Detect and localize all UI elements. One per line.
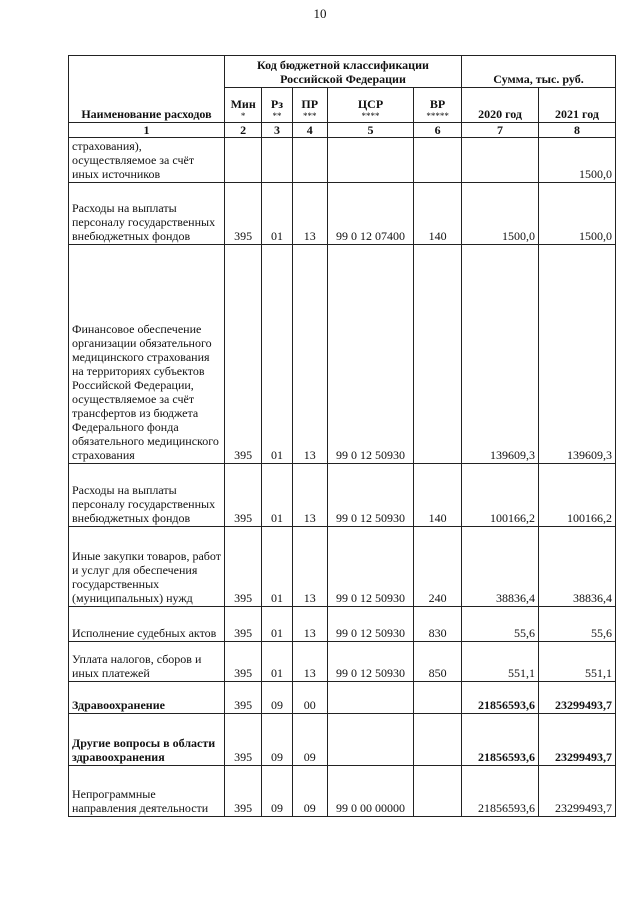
header-pr xyxy=(292,88,327,123)
row-pr: 13 xyxy=(292,607,327,642)
row-rz: 01 xyxy=(262,642,292,682)
row-sum-2021: 1500,0 xyxy=(538,138,615,183)
budget-table xyxy=(68,55,616,817)
row-pr: 13 xyxy=(292,464,327,527)
row-sum-2020 xyxy=(462,138,539,183)
table-row xyxy=(69,138,616,183)
row-pr: 13 xyxy=(292,642,327,682)
row-vr: 850 xyxy=(414,642,462,682)
row-sum-2020: 100166,2 xyxy=(462,464,539,527)
row-sum-2021: 55,6 xyxy=(538,607,615,642)
row-name: Здравоохранение xyxy=(69,682,225,714)
table-row xyxy=(69,245,616,464)
row-name: Уплата налогов, сборов и иных платежей xyxy=(69,642,225,682)
row-sum-2021: 551,1 xyxy=(538,642,615,682)
table-row xyxy=(69,766,616,817)
row-name: Финансовое обеспечение организации обязательного медицинского страхования на территориях субъектов Российской Федерации, осуществляемое за счёт трансфертов из бюджета Федерального фонда обязательного медицинского страхования xyxy=(69,245,225,464)
row-min: 395 xyxy=(224,682,261,714)
row-vr: 830 xyxy=(414,607,462,642)
header-vr-stars: ***** xyxy=(426,111,449,121)
row-csr xyxy=(327,682,413,714)
row-csr xyxy=(327,138,413,183)
row-min: 395 xyxy=(224,245,261,464)
row-pr xyxy=(292,138,327,183)
row-sum-2020: 21856593,6 xyxy=(462,682,539,714)
row-name: Непрограммные направления деятельности xyxy=(69,766,225,817)
header-code-group: Код бюджетной классификации Российской Федерации xyxy=(224,56,461,88)
row-min: 395 xyxy=(224,607,261,642)
row-rz: 01 xyxy=(262,527,292,607)
row-vr xyxy=(414,766,462,817)
row-sum-2020: 21856593,6 xyxy=(462,714,539,766)
header-min-label: Мин xyxy=(230,97,256,111)
row-rz: 01 xyxy=(262,464,292,527)
page-number: 10 xyxy=(313,6,327,21)
row-vr: 240 xyxy=(414,527,462,607)
header-pr-label: ПР xyxy=(301,97,319,111)
header-min-stars: * xyxy=(240,111,246,121)
row-pr: 13 xyxy=(292,183,327,245)
column-number: 6 xyxy=(414,123,462,138)
row-csr: 99 0 12 50930 xyxy=(327,245,413,464)
header-sum-group: Сумма, тыс. руб. xyxy=(462,56,616,88)
header-rz xyxy=(262,88,292,123)
table-row xyxy=(69,607,616,642)
header-csr xyxy=(327,88,413,123)
row-vr: 140 xyxy=(414,183,462,245)
header-min xyxy=(224,88,261,123)
header-vr-label: ВР xyxy=(429,97,446,111)
table-row xyxy=(69,527,616,607)
row-csr: 99 0 12 50930 xyxy=(327,527,413,607)
table-row xyxy=(69,682,616,714)
row-sum-2020: 21856593,6 xyxy=(462,766,539,817)
header-rz-label: Рз xyxy=(270,97,284,111)
row-min: 395 xyxy=(224,183,261,245)
row-rz: 09 xyxy=(262,682,292,714)
row-rz: 09 xyxy=(262,714,292,766)
column-number-row xyxy=(69,123,616,138)
row-sum-2021: 1500,0 xyxy=(538,183,615,245)
row-pr: 00 xyxy=(292,682,327,714)
row-sum-2020: 1500,0 xyxy=(462,183,539,245)
row-vr: 140 xyxy=(414,464,462,527)
header-csr-label: ЦСР xyxy=(357,97,384,111)
row-sum-2020: 551,1 xyxy=(462,642,539,682)
row-name: Другие вопросы в области здравоохранения xyxy=(69,714,225,766)
row-csr xyxy=(327,714,413,766)
row-name: страхования), осуществляемое за счёт иных источников xyxy=(69,138,225,183)
row-min: 395 xyxy=(224,464,261,527)
row-sum-2020: 139609,3 xyxy=(462,245,539,464)
row-sum-2021: 23299493,7 xyxy=(538,682,615,714)
table-row xyxy=(69,183,616,245)
row-rz: 09 xyxy=(262,766,292,817)
row-sum-2021: 23299493,7 xyxy=(538,714,615,766)
row-vr xyxy=(414,138,462,183)
row-pr: 09 xyxy=(292,766,327,817)
header-2020: 2020 год xyxy=(462,88,539,123)
row-pr: 13 xyxy=(292,245,327,464)
header-pr-stars: *** xyxy=(302,111,317,121)
row-csr: 99 0 12 07400 xyxy=(327,183,413,245)
table-row xyxy=(69,464,616,527)
row-min: 395 xyxy=(224,766,261,817)
row-pr: 13 xyxy=(292,527,327,607)
row-vr xyxy=(414,714,462,766)
row-name: Иные закупки товаров, работ и услуг для обеспечения государственных (муниципальных) нужд xyxy=(69,527,225,607)
row-rz: 01 xyxy=(262,607,292,642)
row-vr xyxy=(414,245,462,464)
row-min: 395 xyxy=(224,527,261,607)
row-name: Расходы на выплаты персоналу государственных внебюджетных фондов xyxy=(69,183,225,245)
row-sum-2021: 100166,2 xyxy=(538,464,615,527)
header-2021: 2021 год xyxy=(538,88,615,123)
row-rz: 01 xyxy=(262,245,292,464)
row-csr: 99 0 12 50930 xyxy=(327,464,413,527)
row-min: 395 xyxy=(224,642,261,682)
header-name: Наименование расходов xyxy=(69,56,225,123)
column-number: 7 xyxy=(462,123,539,138)
row-rz xyxy=(262,138,292,183)
column-number: 8 xyxy=(538,123,615,138)
row-name: Расходы на выплаты персоналу государственных внебюджетных фондов xyxy=(69,464,225,527)
header-rz-stars: ** xyxy=(272,111,282,121)
row-csr: 99 0 00 00000 xyxy=(327,766,413,817)
row-sum-2020: 38836,4 xyxy=(462,527,539,607)
row-sum-2021: 139609,3 xyxy=(538,245,615,464)
column-number: 3 xyxy=(262,123,292,138)
row-sum-2021: 38836,4 xyxy=(538,527,615,607)
row-sum-2020: 55,6 xyxy=(462,607,539,642)
row-min: 395 xyxy=(224,714,261,766)
row-rz: 01 xyxy=(262,183,292,245)
column-number: 5 xyxy=(327,123,413,138)
row-csr: 99 0 12 50930 xyxy=(327,642,413,682)
table-row xyxy=(69,714,616,766)
row-min xyxy=(224,138,261,183)
table-row xyxy=(69,642,616,682)
row-pr: 09 xyxy=(292,714,327,766)
row-vr xyxy=(414,682,462,714)
header-vr xyxy=(414,88,462,123)
row-csr: 99 0 12 50930 xyxy=(327,607,413,642)
column-number: 2 xyxy=(224,123,261,138)
column-number: 1 xyxy=(69,123,225,138)
column-number: 4 xyxy=(292,123,327,138)
header-csr-stars: **** xyxy=(361,111,380,121)
row-sum-2021: 23299493,7 xyxy=(538,766,615,817)
row-name: Исполнение судебных актов xyxy=(69,607,225,642)
